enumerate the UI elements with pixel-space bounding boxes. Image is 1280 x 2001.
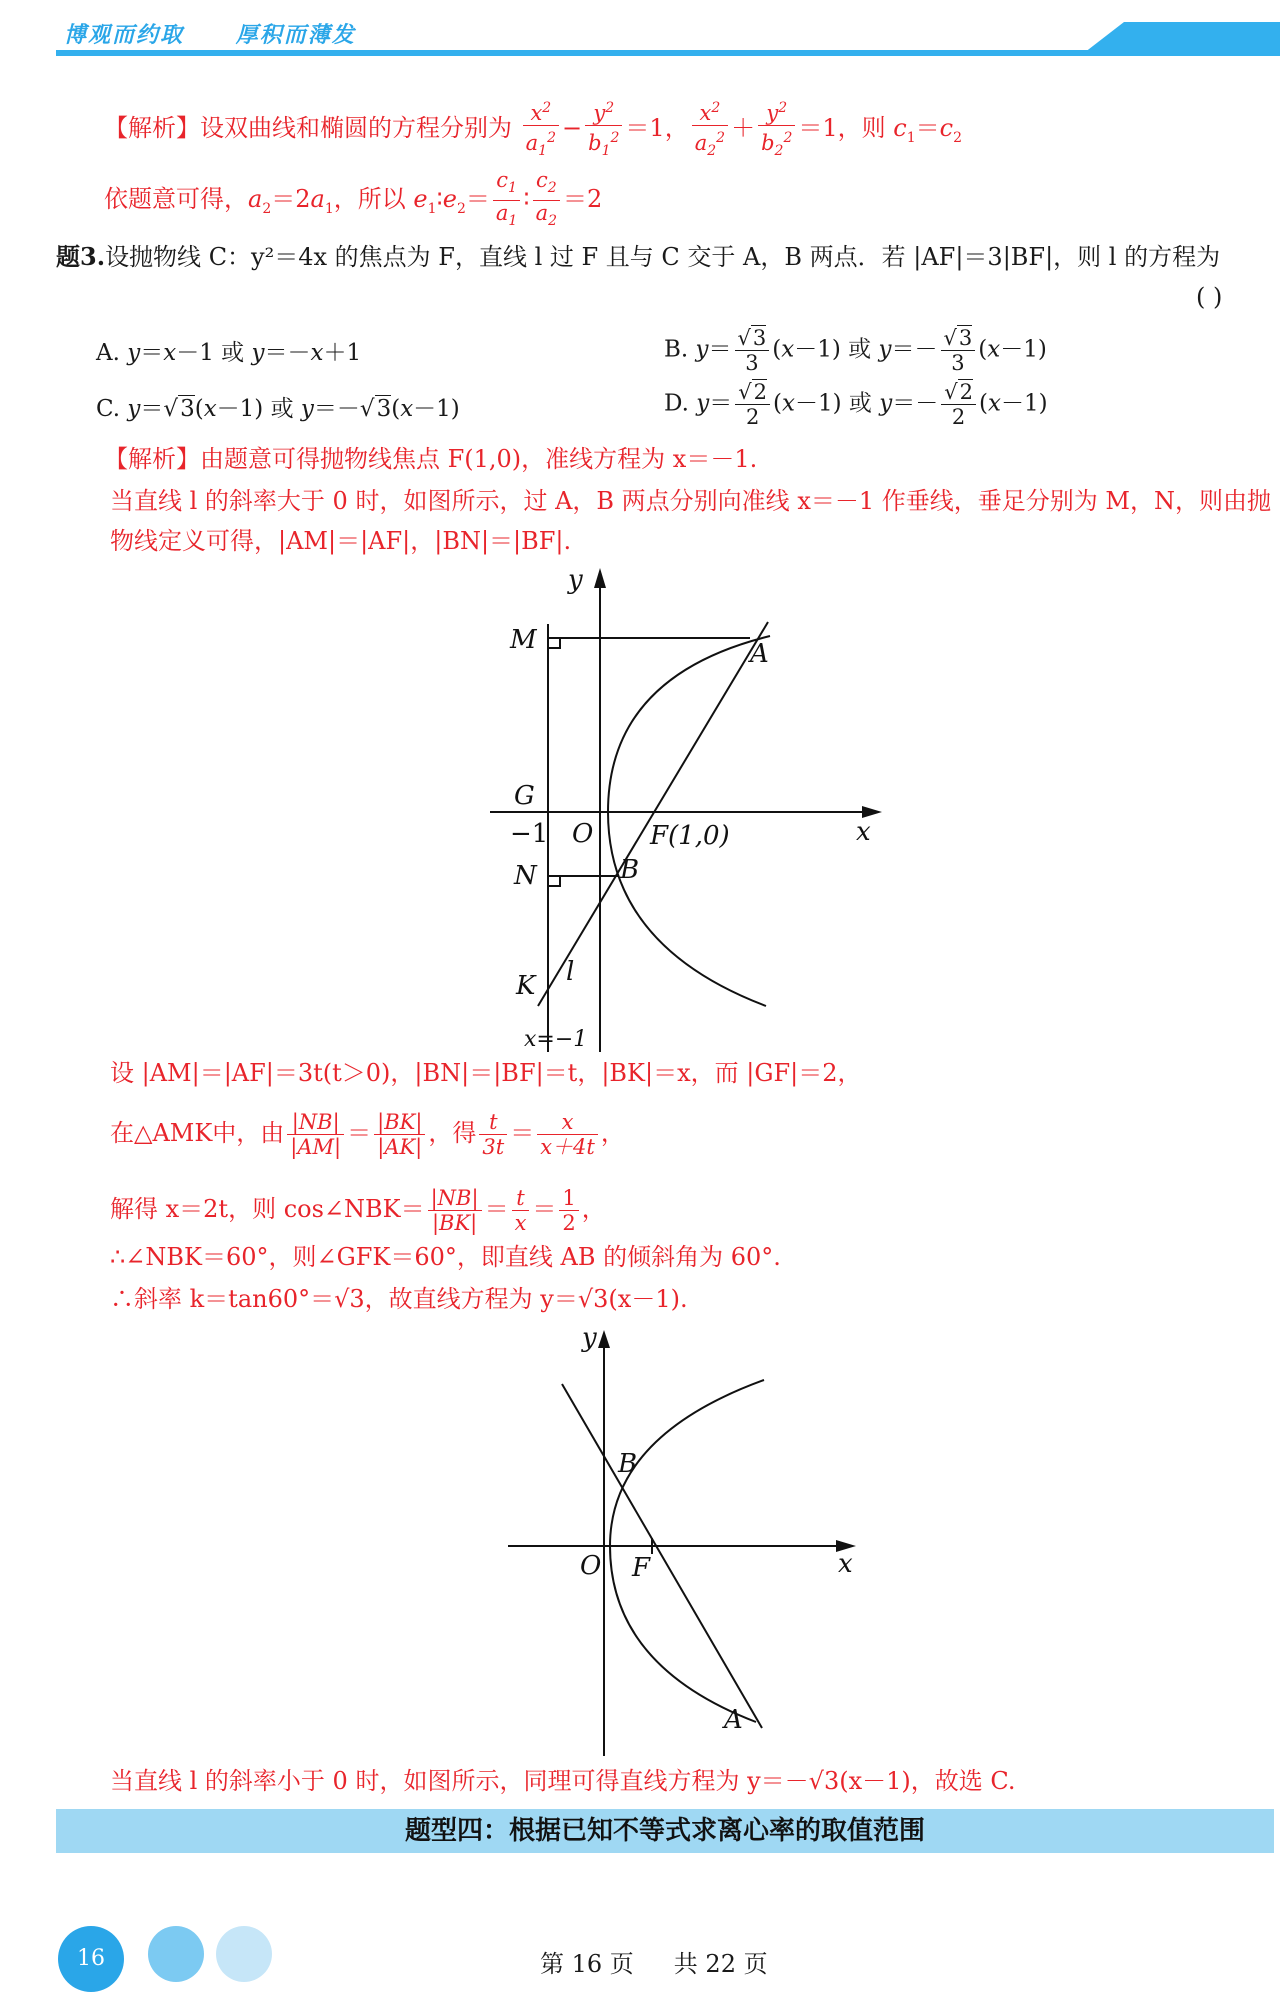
solution-line-7: ∴∠NBK＝60°，则∠GFK＝60°，即直线 AB 的倾斜角为 60°. bbox=[110, 1243, 781, 1271]
option-b-letter: B. bbox=[664, 336, 689, 363]
fraction: $\frac{y^2}{b_2^2}$ bbox=[758, 96, 795, 163]
solution-line-1 bbox=[104, 442, 757, 476]
header-slogan bbox=[64, 18, 398, 49]
header-line bbox=[56, 50, 1274, 56]
fraction: $\frac{c_1}{a_1}$ bbox=[493, 168, 520, 233]
question-text: 设抛物线 C：y²＝4x 的焦点为 F，直线 l 过 F 且与 C 交于 A，B 两点．若 |AF|＝3|BF|，则 l 的方程为 bbox=[105, 243, 1221, 271]
y-axis-arrow bbox=[594, 568, 606, 588]
label-a: A bbox=[750, 639, 769, 669]
solution-line-6: 解得 x＝2t，则 cos∠NBK＝ $\frac{|NB|}{|BK|}$ ＝ $\frac{t}{x}$ ＝ $\frac{1}{2}$ ， bbox=[110, 1186, 606, 1235]
label-y: y bbox=[568, 566, 583, 595]
figure-negative-slope bbox=[506, 1326, 866, 1756]
solution-text-5-pre: 在△AMK中，由 bbox=[110, 1119, 285, 1147]
label-x: x bbox=[856, 817, 871, 847]
solution-line-2: 当直线 l 的斜率大于 0 时，如图所示，过 A，B 两点分别向准线 x＝－1 作垂线，垂足分别为 M，N，则由抛 bbox=[110, 487, 1271, 515]
figure-positive-slope bbox=[480, 566, 890, 1052]
page-number-badge: 16 bbox=[58, 1926, 124, 1992]
label-b: B bbox=[620, 855, 640, 885]
label-o: O bbox=[580, 1551, 602, 1581]
label-a: A bbox=[724, 1705, 743, 1735]
prev-line2-mid: ，所以 bbox=[333, 185, 406, 214]
label-x: x bbox=[838, 1549, 853, 1579]
label-y: y bbox=[582, 1326, 597, 1353]
y-axis-arrow bbox=[598, 1330, 610, 1348]
fraction: $\frac{c_2}{a_2}$ bbox=[533, 168, 560, 233]
slogan-right: 厚积而薄发 bbox=[235, 23, 356, 48]
solution-line-8: ∴斜率 k＝tan60°＝√3，故直线方程为 y＝√3(x－1). bbox=[110, 1285, 688, 1313]
section-title: 题型四：根据已知不等式求离心率的取值范围 bbox=[404, 1816, 925, 1846]
label-f: F bbox=[632, 1553, 651, 1583]
prev-solution-line-2: 依题意可得，$a_2=2a_1$，所以 $e_1∶e_2=$ $\frac{c_1}{a_1}$ ∶ $\frac{c_2}{a_2}$ ＝2 bbox=[104, 168, 602, 233]
solution-line-3: 物线定义可得，|AM|＝|AF|，|BN|＝|BF|. bbox=[110, 527, 572, 555]
footer-circle-3 bbox=[216, 1926, 272, 1982]
label-k: K bbox=[516, 971, 536, 1001]
label-m: M bbox=[510, 625, 537, 655]
prev-line1-end: ，则 bbox=[837, 114, 886, 143]
option-b: B. y＝ $\frac{√3}{3}$ (x－1) 或 y＝－ $\frac{√3}{3}$ (x－1) bbox=[664, 326, 1047, 375]
fraction: $\frac{x^2}{a_1^2}$ bbox=[523, 96, 559, 163]
prev-solution-line-1: 【解析】设双曲线和椭圆的方程分别为 $\frac{x^2}{a_1^2}$ − $\frac{y^2}{b_1^2}$ ＝1， $\frac{x^2}{a_2^2}$ ＋ $\frac{y^2}{b_2^2}$ ＝1，则 $c_1=c_2$ bbox=[104, 96, 962, 163]
right-angle-n bbox=[548, 876, 560, 886]
analysis-tag: 【解析】 bbox=[104, 114, 200, 143]
right-angle-m bbox=[548, 638, 560, 648]
analysis-tag: 【解析】 bbox=[104, 445, 200, 473]
label-g: G bbox=[514, 781, 535, 811]
solution-text-1: 由题意可得抛物线焦点 F(1,0)，准线方程为 x＝－1. bbox=[200, 445, 758, 473]
solution-text-5-mid: ，得 bbox=[428, 1119, 477, 1147]
option-d: D. y＝ $\frac{√2}{2}$ (x－1) 或 y＝－ $\frac{√2}{2}$ (x－1) bbox=[664, 380, 1048, 429]
label-neg1: −1 bbox=[510, 819, 549, 849]
footer-page-text: 第 16 页 bbox=[540, 1950, 634, 1978]
solution-line-4: 设 |AM|＝|AF|＝3t(t＞0)，|BN|＝|BF|＝t，|BK|＝x，而 |GF|＝2， bbox=[110, 1059, 862, 1087]
label-l: l bbox=[566, 957, 575, 987]
option-a-letter: A. bbox=[96, 340, 120, 366]
label-f: F(1,0) bbox=[650, 821, 730, 851]
fraction: $\frac{x^2}{a_2^2}$ bbox=[692, 96, 728, 163]
label-n: N bbox=[514, 861, 537, 891]
answer-blank: ( ) bbox=[1196, 283, 1223, 311]
footer-page-info bbox=[540, 1944, 808, 1979]
solution-text-6-pre: 解得 x＝2t，则 cos∠NBK＝ bbox=[110, 1195, 425, 1223]
parabola-upper bbox=[608, 636, 770, 812]
option-c: C. y＝√3(x－1) 或 y＝－√3(x－1) bbox=[96, 396, 460, 422]
option-c-letter: C. bbox=[96, 396, 121, 422]
fraction: $\frac{y^2}{b_1^2}$ bbox=[585, 96, 622, 163]
prev-line1-text: 设双曲线和椭圆的方程分别为 bbox=[200, 114, 512, 143]
label-directrix: x=−1 bbox=[524, 1027, 588, 1052]
solution-line-5: 在△AMK中，由 $\frac{|NB|}{|AM|}$ ＝ $\frac{|BK|}{|AK|}$ ，得 $\frac{t}{3t}$ ＝ $\frac{x}{x+4t}$ ， bbox=[110, 1110, 625, 1159]
label-o: O bbox=[572, 819, 594, 849]
footer-total-text: 共 22 页 bbox=[673, 1950, 768, 1978]
footer-circle-2 bbox=[148, 1926, 204, 1982]
question-stem bbox=[56, 240, 1220, 274]
question-label: 题3. bbox=[56, 242, 106, 271]
option-d-letter: D. bbox=[664, 390, 689, 417]
slogan-left: 博观而约取 bbox=[64, 23, 185, 48]
option-a: A. y＝x－1 或 y＝－x＋1 bbox=[96, 340, 362, 366]
solution-line-9: 当直线 l 的斜率小于 0 时，如图所示，同理可得直线方程为 y＝－√3(x－1)，故选 C. bbox=[110, 1767, 1016, 1795]
prev-line2-text: 依题意可得， bbox=[104, 185, 248, 214]
section-bar bbox=[56, 1809, 1274, 1853]
label-b: B bbox=[618, 1449, 638, 1479]
line-l bbox=[538, 622, 768, 1006]
